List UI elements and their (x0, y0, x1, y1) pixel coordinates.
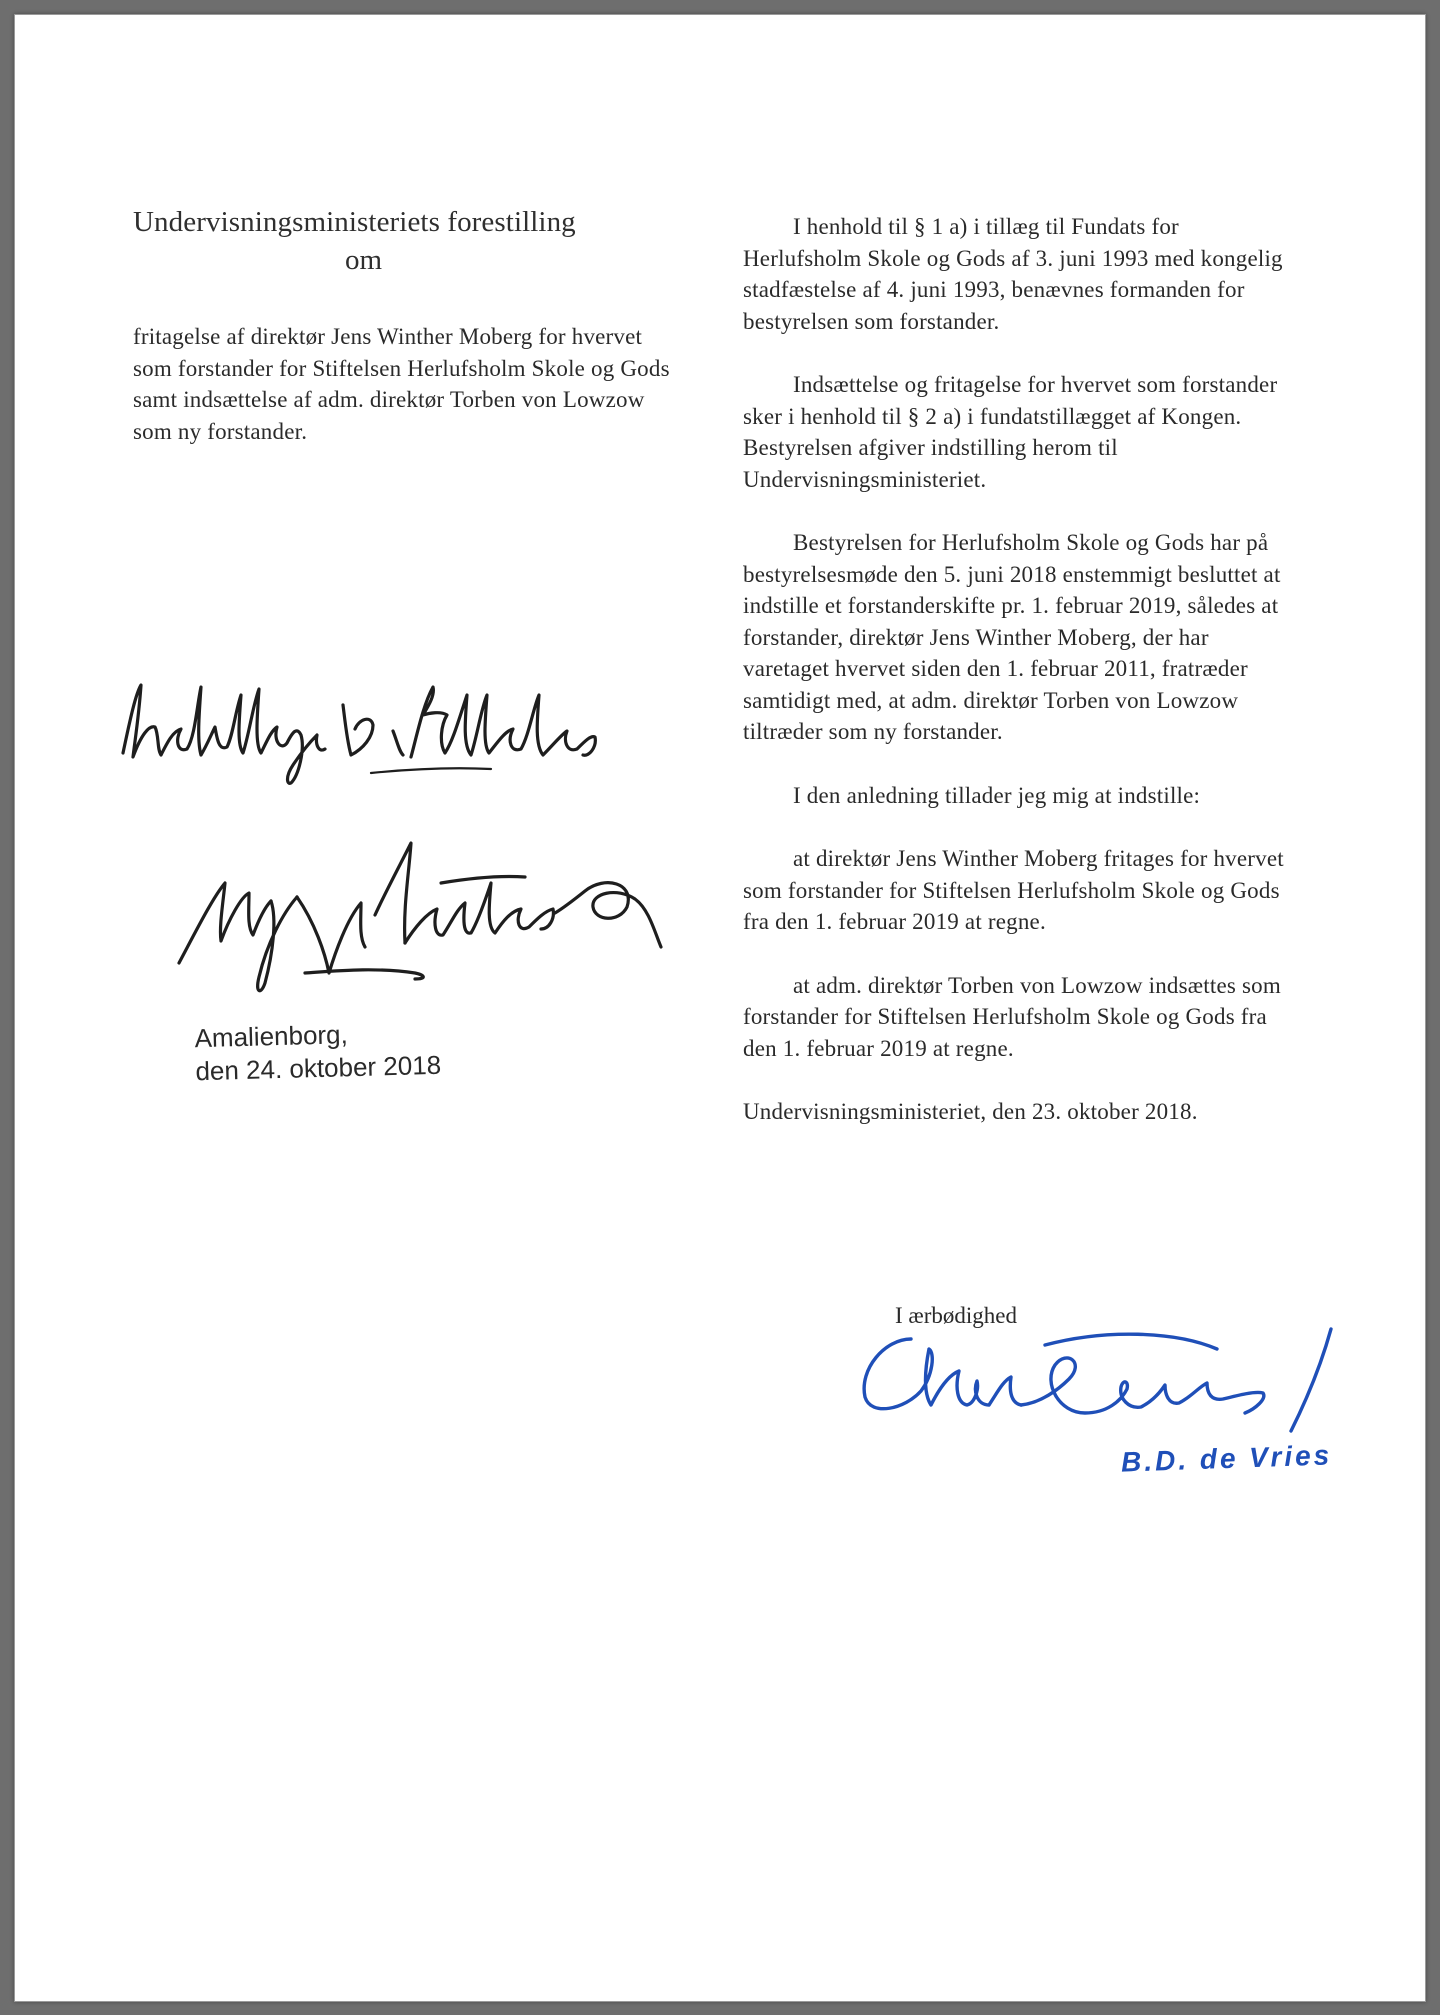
paragraph-2: Indsættelse og fritagelse for hvervet som forstander sker i henhold til § 2 a) i fundatstillægget af Kongen. Bestyrelsen afgiver indstilling herom til Undervisningsministeriet. (743, 372, 1278, 492)
document-page (14, 14, 1426, 2002)
document-subject: fritagelse af direktør Jens Winther Moberg for hvervet som forstander for Stiftelsen Herlufsholm Skole og Gods samt indsættelse af adm. direktør Torben von Lowzow som ny forstander. (133, 324, 670, 444)
royal-signature (165, 823, 685, 1003)
minister-signature (845, 1309, 1385, 1449)
closing-salutation: I ærbødighed (895, 1303, 1018, 1328)
signing-place: Amalienborg, (194, 1019, 349, 1054)
paragraph-5: at direktør Jens Winther Moberg fritages for hvervet som forstander for Stiftelsen Herlufsholm Skole og Gods fra den 1. februar 2019 at regne. (743, 846, 1284, 934)
document-title-om: om (345, 244, 383, 276)
signing-place-date (194, 1016, 441, 1088)
paragraph-4: I den anledning tillader jeg mig at indstille: (793, 782, 1201, 808)
ministry-date-line: Undervisningsministeriet, den 23. oktober 2018. (743, 1099, 1198, 1124)
document-title: Undervisningsministeriets forestilling (133, 206, 576, 238)
handwritten-approval-signature (111, 665, 671, 795)
right-column (743, 211, 1287, 1160)
left-column (133, 203, 673, 447)
paragraph-3: Bestyrelsen for Herlufsholm Skole og Gods har på bestyrelsesmøde den 5. juni 2018 enstemmigt besluttet at indstille et forstanderskifte pr. 1. februar 2019, således at forstander, direktør Jens Winther Moberg, der har varetaget hvervet siden den 1. februar 2011, fratræder samtidigt med, at adm. direktør Torben von Lowzow tiltræder som ny forstander. (743, 530, 1281, 744)
signing-date: den 24. oktober 2018 (195, 1049, 442, 1087)
paragraph-6: at adm. direktør Torben von Lowzow indsættes som forstander for Stiftelsen Herlufsholm Skole og Gods fra den 1. februar 2019 at regne. (743, 972, 1281, 1061)
printed-minister-name: B.D. de Vries (1120, 1439, 1333, 1478)
paragraph-1: I henhold til § 1 a) i tillæg til Fundats for Herlufsholm Skole og Gods af 3. juni 1993 med kongelig stadfæstelse af 4. juni 1993, benævnes formanden for bestyrelsen som forstander. (743, 214, 1283, 334)
